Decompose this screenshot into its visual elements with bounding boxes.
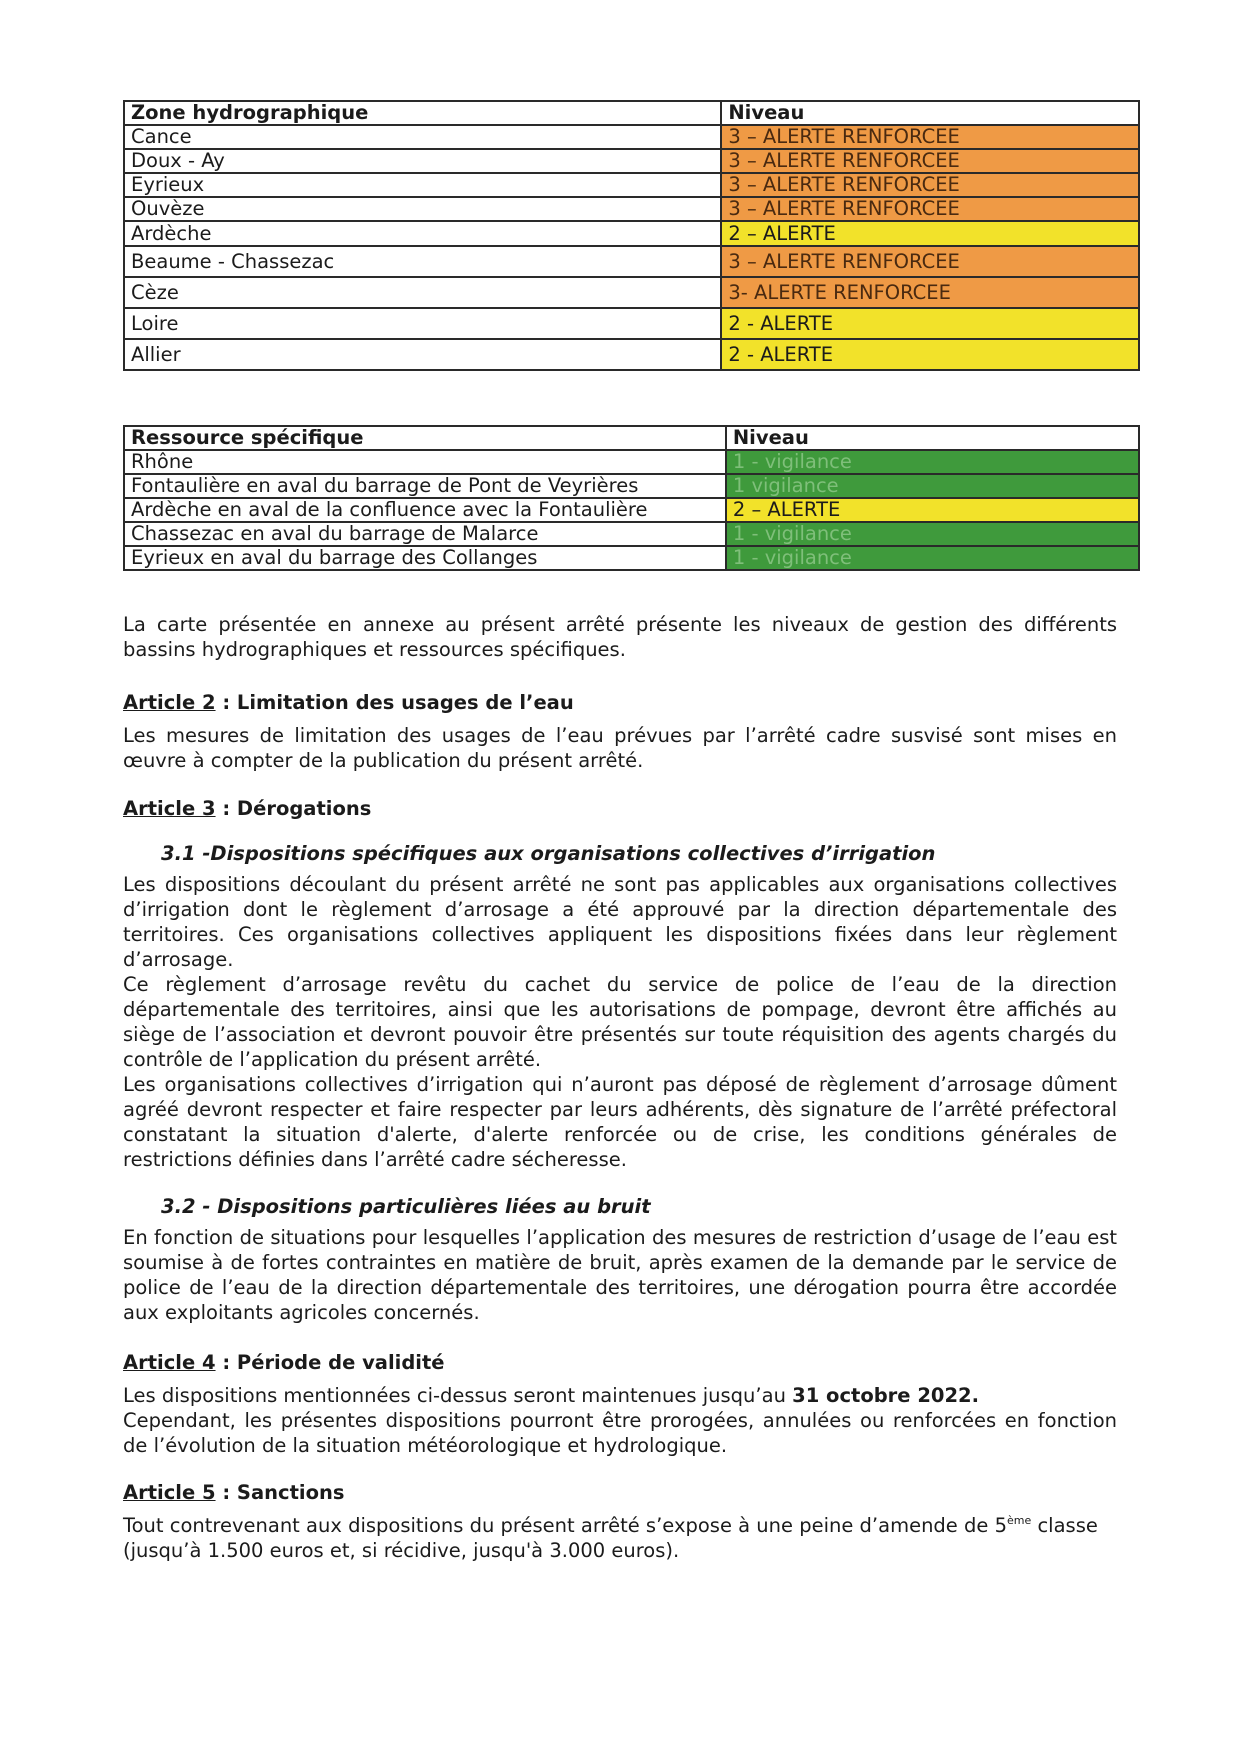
article-5 bbox=[123, 1480, 1117, 1563]
table-row bbox=[124, 277, 1139, 308]
article-4-title: : Période de validité bbox=[215, 1351, 445, 1374]
column-header-level: Niveau bbox=[721, 101, 1139, 125]
row-label: Allier bbox=[124, 339, 721, 370]
article-4-text: Les dispositions mentionnées ci-dessus seront maintenues jusqu’au bbox=[123, 1384, 793, 1407]
article-5-heading bbox=[123, 1480, 1117, 1505]
article-3-number: Article 3 bbox=[123, 797, 216, 820]
level-cell: 3 – ALERTE RENFORCEE bbox=[721, 149, 1139, 173]
section-3-1-paragraph-1: Les dispositions découlant du présent arrêté ne sont pas applicables aux organisations collectives d’irrigation dont le règlement d’arrosage a été approuvé par la direction départementale des territoires. Ces organisations collectives appliquent les dispositions fixées dans leur règlement d’arrosage. bbox=[123, 873, 1117, 971]
article-2-number: Article 2 bbox=[123, 691, 216, 714]
section-3-1-paragraph-2: Ce règlement d’arrosage revêtu du cachet du service de police de l’eau de la direction départementale des territoires, ainsi que les autorisations de pompage, devront être affichés au siège de l’association et devront pouvoir être présentés sur toute réquisition des agents chargés du contrôle de l’application du présent arrêté. bbox=[123, 973, 1117, 1071]
zone-level-table bbox=[123, 100, 1140, 371]
article-4-paragraph-1 bbox=[123, 1383, 1117, 1408]
level-cell: 3 – ALERTE RENFORCEE bbox=[721, 125, 1139, 149]
table-row bbox=[124, 498, 1139, 522]
column-header-zone: Zone hydrographique bbox=[124, 101, 721, 125]
article-3 bbox=[123, 796, 1117, 1325]
row-label: Loire bbox=[124, 308, 721, 339]
article-5-paragraph-1 bbox=[123, 1513, 1117, 1538]
article-5-paragraph-2: (jusqu’à 1.500 euros et, si récidive, jusqu'à 3.000 euros). bbox=[123, 1539, 680, 1562]
table-row bbox=[124, 339, 1139, 370]
level-cell: 3- ALERTE RENFORCEE bbox=[721, 277, 1139, 308]
section-3-1-title: 3.1 -Dispositions spécifiques aux organisations collectives d’irrigation bbox=[161, 842, 936, 865]
article-5-text: Tout contrevenant aux dispositions du présent arrêté s’expose à une peine d’amende de 5 bbox=[123, 1514, 1007, 1537]
table-row bbox=[124, 173, 1139, 197]
row-label: Beaume - Chassezac bbox=[124, 246, 721, 277]
article-4-heading bbox=[123, 1350, 1117, 1375]
table-row bbox=[124, 546, 1139, 570]
row-label: Fontaulière en aval du barrage de Pont de Veyrières bbox=[124, 474, 726, 498]
level-cell: 1 vigilance bbox=[726, 474, 1139, 498]
table-row bbox=[124, 246, 1139, 277]
level-cell: 2 – ALERTE bbox=[726, 498, 1139, 522]
level-cell: 2 – ALERTE bbox=[721, 221, 1139, 246]
table-row bbox=[124, 474, 1139, 498]
row-label: Rhône bbox=[124, 450, 726, 474]
table-row bbox=[124, 221, 1139, 246]
article-2-heading bbox=[123, 690, 1117, 715]
article-2-title: : Limitation des usages de l’eau bbox=[215, 691, 574, 714]
section-3-2-title: 3.2 - Dispositions particulières liées au bruit bbox=[161, 1195, 651, 1218]
table-row bbox=[124, 308, 1139, 339]
article-4 bbox=[123, 1350, 1117, 1458]
row-label: Cance bbox=[124, 125, 721, 149]
table-header-row bbox=[124, 426, 1139, 450]
article-5-title: : Sanctions bbox=[215, 1481, 345, 1504]
column-header-level: Niveau bbox=[726, 426, 1139, 450]
table-header-row bbox=[124, 101, 1139, 125]
resource-level-table bbox=[123, 425, 1140, 571]
column-header-resource: Ressource spécifique bbox=[124, 426, 726, 450]
level-cell: 3 – ALERTE RENFORCEE bbox=[721, 197, 1139, 221]
table-row bbox=[124, 522, 1139, 546]
row-label: Ardèche bbox=[124, 221, 721, 246]
article-5-number: Article 5 bbox=[123, 1481, 216, 1504]
row-label: Eyrieux en aval du barrage des Collanges bbox=[124, 546, 726, 570]
section-3-1-paragraph-3: Les organisations collectives d’irrigation qui n’auront pas déposé de règlement d’arrosage dûment agréé devront respecter et faire respecter par leurs adhérents, dès signature de l’arrêté préfectoral constatant la situation d'alerte, d'alerte renforcée ou de crise, les conditions générales de restrictions définies dans l’arrêté cadre sécheresse. bbox=[123, 1073, 1117, 1171]
table-row bbox=[124, 149, 1139, 173]
level-cell: 2 - ALERTE bbox=[721, 308, 1139, 339]
article-4-paragraph-2: Cependant, les présentes dispositions pourront être prorogées, annulées ou renforcées en fonction de l’évolution de la situation météorologique et hydrologique. bbox=[123, 1409, 1117, 1457]
article-2-text: Les mesures de limitation des usages de l’eau prévues par l’arrêté cadre susvisé sont mises en œuvre à compter de la publication du présent arrêté. bbox=[123, 724, 1117, 772]
table-row bbox=[124, 450, 1139, 474]
ordinal-superscript: ème bbox=[1006, 1514, 1032, 1527]
level-cell: 3 – ALERTE RENFORCEE bbox=[721, 173, 1139, 197]
article-2 bbox=[123, 690, 1117, 773]
level-cell: 2 - ALERTE bbox=[721, 339, 1139, 370]
level-cell: 1 - vigilance bbox=[726, 522, 1139, 546]
article-3-heading bbox=[123, 796, 1117, 821]
level-cell: 1 - vigilance bbox=[726, 546, 1139, 570]
row-label: Chassezac en aval du barrage de Malarce bbox=[124, 522, 726, 546]
table-row bbox=[124, 197, 1139, 221]
article-5-text-end: classe bbox=[1031, 1514, 1098, 1537]
section-3-2-paragraph-1: En fonction de situations pour lesquelles l’application des mesures de restriction d’usage de l’eau est soumise à de fortes contraintes en matière de bruit, après examen de la demande par le service de police de l’eau de la direction départementale des territoires, une dérogation pourra être accordée aux exploitants agricoles concernés. bbox=[123, 1226, 1117, 1324]
intro-paragraph: La carte présentée en annexe au présent arrêté présente les niveaux de gestion des différents bassins hydrographiques et ressources spécifiques. bbox=[123, 613, 1117, 661]
row-label: Eyrieux bbox=[124, 173, 721, 197]
row-label: Cèze bbox=[124, 277, 721, 308]
table-row bbox=[124, 125, 1139, 149]
level-cell: 3 – ALERTE RENFORCEE bbox=[721, 246, 1139, 277]
level-cell: 1 - vigilance bbox=[726, 450, 1139, 474]
row-label: Ouvèze bbox=[124, 197, 721, 221]
row-label: Doux - Ay bbox=[124, 149, 721, 173]
validity-end-date: 31 octobre 2022. bbox=[792, 1384, 979, 1407]
row-label: Ardèche en aval de la confluence avec la Fontaulière bbox=[124, 498, 726, 522]
article-3-title: : Dérogations bbox=[215, 797, 372, 820]
article-4-number: Article 4 bbox=[123, 1351, 216, 1374]
